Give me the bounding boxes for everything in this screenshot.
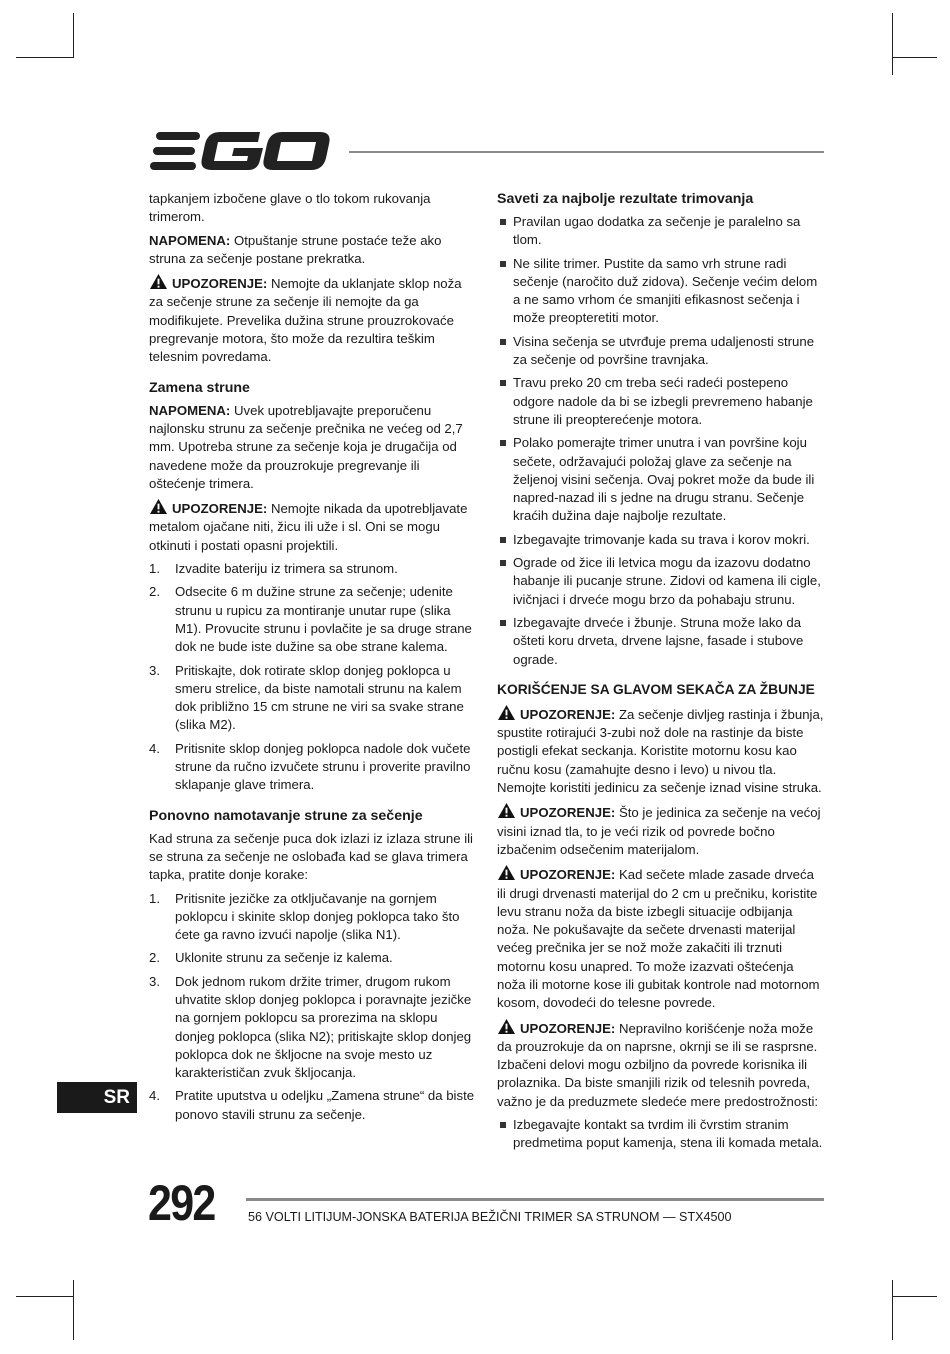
warning-triangle-icon: [497, 1018, 516, 1035]
list-item: 4. Pritisnite sklop donjeg poklopca nadole dok vučete strune da ručno izvučete strunu i proverite pravilno sklapanje glave trimera.: [149, 740, 471, 793]
section-heading-saveti: Saveti za najbolje rezultate trimovanja: [497, 191, 754, 207]
list-item: Travu preko 20 cm treba seći radeći postepeno odgore nadole da bi se izbegli prevremeno habanje strune ili preopterećenje motora.: [497, 374, 824, 429]
crop-mark: [73, 1280, 74, 1340]
bullet-square-icon: [500, 339, 506, 345]
list-item: 3. Dok jednom rukom držite trimer, drugom rukom uhvatite sklop donjeg poklopca i poravnajte jezičke na gornjem poklopcu sa prorezima na sklopu donjeg poklopca (slika N2); pritiskajte sklop donjeg poklopca dok ne škljocne na svoje mesto uz karakterističan zvuk škljocanja.: [149, 973, 472, 1081]
warning-paragraph: UPOZORENJE: Za sečenje divljeg rastinja i žbunja, spustite rotirajući 3-zubi nož dole na rastinje da biste postigli efekat seckanja. Koristite motornu kosu kao ručnu kosu (zamahujte desno i levo) u nivou tla. Nemojte koristiti jedinicu za sečenje iznad visine struka.: [497, 704, 824, 797]
crop-mark: [892, 1296, 937, 1297]
list-item: 1. Pritisnite jezičke za otključavanje na gornjem poklopcu i skinite sklop donjeg poklopca tako što ćete ga ravno izvući napolje (slika N1).: [149, 890, 460, 943]
list-item: 4. Pratite uputstva u odeljku „Zamena strune“ da biste ponovo stavili strunu za sečenje.: [149, 1088, 475, 1122]
warning-triangle-icon: [497, 704, 516, 721]
list-item: Izbegavajte kontakt sa tvrdim ili čvrstim stranim predmetima poput kamenja, stena ili komada metala.: [497, 1116, 824, 1153]
list-item: Ograde od žice ili letvica mogu da izazovu dodatno habanje ili pucanje strune. Zidovi od kamena ili cigle, ivičnjaci i drveće mogu brzo da pohabaju strunu.: [497, 554, 824, 609]
crop-mark: [892, 13, 893, 75]
warning-label: UPOZORENJE:: [520, 706, 616, 722]
bullet-square-icon: [500, 261, 506, 267]
warning-paragraph: UPOZORENJE: Nemojte nikada da upotrebljavate metalom ojačane niti, žicu ili uže i sl. Oni se mogu otkinuti i postati opasni projektili.: [149, 498, 476, 555]
warning-label: UPOZORENJE:: [172, 276, 268, 292]
header-rule: [349, 151, 824, 153]
right-column: [497, 190, 824, 1158]
intro-paragraph: tapkanjem izbočene glave o tlo tokom rukovanja trimerom.: [149, 191, 431, 225]
warning-label: UPOZORENJE:: [520, 805, 616, 821]
warning-triangle-icon: [497, 802, 516, 819]
footer-rule: [246, 1198, 824, 1201]
warning-paragraph: UPOZORENJE: Što je jedinica za sečenje na većoj visini iznad tla, to je veći rizik od povrede bočno izbačenim odsečenim materijalom.: [497, 802, 824, 859]
precautions-list: [497, 1116, 824, 1153]
page-number: 292: [148, 1175, 215, 1231]
rewind-intro: Kad struna za sečenje puca dok izlazi iz izlaza strune ili se struna za sečenje ne oslobađa kad se glava trimera tapka, pratite donje korake:: [149, 830, 473, 883]
note-label: NAPOMENA:: [149, 402, 231, 418]
list-item: 1. Izvadite bateriju iz trimera sa strunom.: [149, 561, 398, 577]
bullet-square-icon: [500, 560, 506, 566]
section-heading-zamena: Zamena strune: [149, 379, 250, 396]
warning-triangle-icon: [149, 273, 168, 290]
rewind-steps-list: [149, 890, 476, 1125]
left-column: [149, 190, 476, 1129]
warning-label: UPOZORENJE:: [520, 867, 616, 883]
warning-label: UPOZORENJE:: [172, 501, 268, 517]
language-tab: SR: [57, 1082, 137, 1113]
warning-paragraph: UPOZORENJE: Kad sečete mlade zasade drveća ili drugi drvenasti materijal do 2 cm u prečniku, koristite levu stranu noža da biste izbegli situacije odbijanja noža. Ne pokušavajte da sečete drvenasti materijal većeg prečnika jer se nož može zakačiti ili trznuti motornu kosu unapred. To može izazvati oštećenja noža ili motorne kose ili gubitak kontrole nad motornom kosom, dovodeći do telesne povrede.: [497, 864, 824, 1012]
crop-mark: [73, 13, 74, 58]
ego-logo: [150, 128, 332, 174]
section-heading-sekac: KORIŠĆENJE SA GLAVOM SEKAČA ZA ŽBUNJE: [497, 681, 815, 697]
crop-mark: [16, 57, 74, 58]
list-item: Izbegavajte drveće i žbunje. Struna može lako da ošteti koru drveta, drvene lajsne, fasade i stubove ograde.: [497, 614, 824, 669]
list-item: Pravilan ugao dodatka za sečenje je paralelno sa tlom.: [497, 213, 824, 250]
bullet-square-icon: [500, 219, 506, 225]
list-item: 3. Pritiskajte, dok rotirate sklop donjeg poklopca u smeru strelice, da biste namotali strunu na kalem dok približno 15 cm strune ne viri sa svake strane (slika M2).: [149, 662, 464, 733]
bullet-square-icon: [500, 1122, 506, 1128]
bullet-square-icon: [500, 620, 506, 626]
list-item: Polako pomerajte trimer unutra i van površine koju sečete, održavajući položaj glave za sečenje na željenoj visini sečenja. Ovaj pokret može da bude ili napred-nazad ili s jedne na drugu stranu. Sečenje kraćih dužina daje najbolje rezultate.: [497, 434, 824, 525]
bullet-square-icon: [500, 380, 506, 386]
note-paragraph: NAPOMENA: Otpuštanje strune postaće teže ako struna za sečenje postane prekratka.: [149, 232, 442, 266]
list-item: Ne silite trimer. Pustite da samo vrh strune radi sečenje (naročito duž zidova). Sečenje većim delom a ne samo vrhom će smanjiti efikasnost sečenja i može preopteretiti motor.: [497, 255, 824, 328]
bullet-square-icon: [500, 537, 506, 543]
footer-title: 56 VOLTI LITIJUM-JONSKA BATERIJA BEŽIČNI TRIMER SA STRUNOM — STX4500: [248, 1210, 732, 1224]
warning-paragraph: UPOZORENJE: Nepravilno korišćenje noža može da prouzrokuje da on naprsne, okrnji se ili se rasprsne. Izbačeni delovi mogu ozbiljno da povrede korisnika ili prolaznika. Da biste smanjili rizik od telesnih povreda, važno je da preduzmete sledeće mere predostrožnosti:: [497, 1018, 824, 1111]
list-item: Visina sečenja se utvrđuje prema udaljenosti strune za sečenje od površine travnjaka.: [497, 333, 824, 370]
tips-list: [497, 213, 824, 669]
list-item: Izbegavajte trimovanje kada su trava i korov mokri.: [497, 531, 824, 549]
warning-triangle-icon: [497, 864, 516, 881]
bullet-square-icon: [500, 440, 506, 446]
section-heading-namotavanje: Ponovno namotavanje strune za sečenje: [149, 807, 423, 824]
note-paragraph: NAPOMENA: Uvek upotrebljavajte preporučenu najlonsku strunu za sečenje prečnika ne većeg od 2,7 mm. Upotreba strune za sečenje koja je drugačija od navedene može da prouzrokuje pregrevanje ili oštećenje trimera.: [149, 402, 463, 491]
crop-mark: [892, 57, 937, 58]
crop-mark: [16, 1296, 74, 1297]
list-item: 2. Uklonite strunu za sečenje iz kalema.: [149, 950, 393, 966]
list-item: 2. Odsecite 6 m dužine strune za sečenje; udenite strunu u rupicu za montiranje unutar rupe (slika M1). Provucite strunu i povlačite je sa druge strane dok ne bude iste dužine sa obe strane kalema.: [149, 584, 472, 655]
warning-triangle-icon: [149, 498, 168, 515]
warning-label: UPOZORENJE:: [520, 1020, 616, 1036]
warning-paragraph: UPOZORENJE: Nemojte da uklanjate sklop noža za sečenje strune za sečenje ili nemojte da ga modifikujete. Prevelika dužina strune prouzrokovaće pregrevanje motora, što može da rezultira teškim telesnim povredama.: [149, 273, 476, 366]
crop-mark: [892, 1280, 893, 1340]
note-label: NAPOMENA:: [149, 232, 231, 248]
replace-steps-list: [149, 560, 476, 795]
